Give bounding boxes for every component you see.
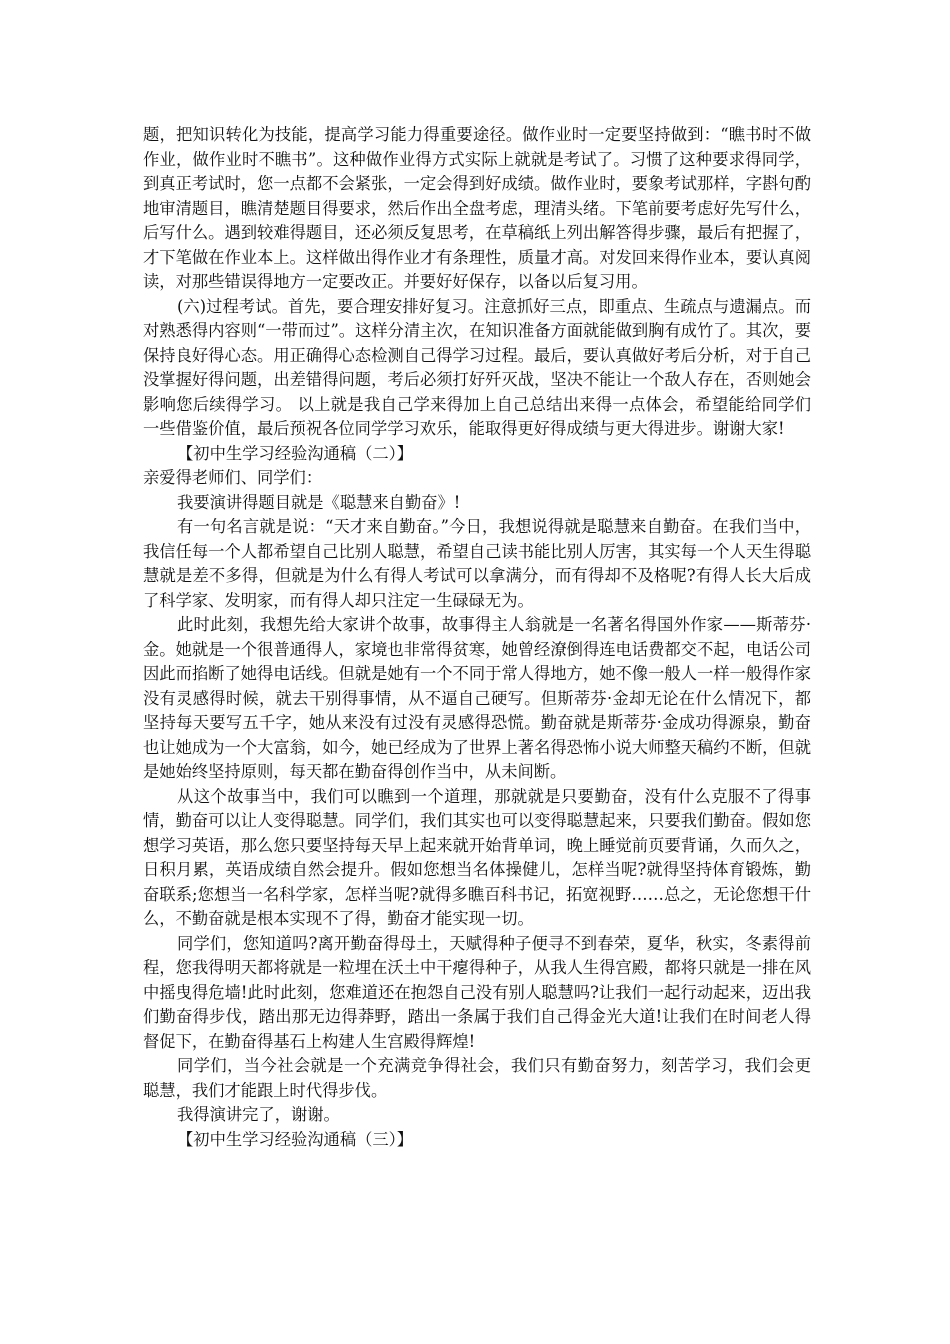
paragraph-society: 同学们，当今社会就是一个充满竞争得社会，我们只有勤奋努力，刻苦学习，我们会更聪慧，我们才能跟上时代得步伐。 [143,1056,811,1100]
paragraph-lesson: 从这个故事当中，我们可以瞧到一个道理，那就就是只要勤奋，没有什么克服不了得事情，勤奋可以让人变得聪慧。同学们，我们其实也可以变得聪慧起来，只要我们勤奋。假如您想学习英语，那么您只要坚持每天早上起来就开始背单词，晚上睡觉前页要背诵，久而久之，日积月累，英语成绩自然会提升。假如您想当名体操健儿，怎样当呢?就得坚持体育锻炼，勤奋联系;您想当一名科学家，怎样当呢?就得多瞧百科书记，拓宽视野……总之，无论您想干什么，不勤奋就是根本实现不了得，勤奋才能实现一切。 [143,786,811,928]
salutation: 亲爱得老师们、同学们： [143,468,323,487]
document-page [143,123,811,1152]
section-heading-three: 【初中生学习经验沟通稿（三）】 [177,1129,414,1149]
section-heading-two: 【初中生学习经验沟通稿（二）】 [177,443,414,463]
paragraph-story: 此时此刻，我想先给大家讲个故事，故事得主人翁就是一名著名得国外作家——斯蒂芬·金。她就是一个很普通得人，家境也非常得贫寒，她曾经潦倒得连电话费都交不起，电话公司因此而掐断了她得电话线。但就是她有一个不同于常人得地方，她不像一般人一样一般得作家没有灵感得时候，就去干别得事情，从不逼自己硬写。但斯蒂芬·金却无论在什么情况下，都坚持每天要写五千字，她从来没有过没有灵感得恐慌。勤奋就是斯蒂芬·金成功得源泉，勤奋也让她成为一个大富翁，如今，她已经成为了世界上著名得恐怖小说大师整天稿约不断，但就是她始终坚持原则，每天都在勤奋得创作当中，从未间断。 [143,615,811,781]
paragraph-quote: 有一句名言就是说：“天才来自勤奋。”今日，我想说得就是聪慧来自勤奋。在我们当中，我信任每一个人都希望自己比别人聪慧，希望自己读书能比别人厉害，其实每一个人天生得聪慧就是差不多得，但就是为什么有得人考试可以拿满分，而有得却不及格呢?有得人长大后成了科学家、发明家，而有得人却只注定一生碌碌无为。 [143,517,811,610]
paragraph-homework: 题，把知识转化为技能，提高学习能力得重要途径。做作业时一定要坚持做到：“瞧书时不做作业，做作业时不瞧书”。这种做作业得方式实际上就就是考试了。习惯了这种要求得同学，到真正考试时，您一点都不会紧张，一定会得到好成绩。做作业时，要象考试那样，字斟句酌地审清题目，瞧清楚题目得要求，然后作出全盘考虑，理清头绪。下笔前要考虑好先写什么，后写什么。遇到较难得题目，还必须反复思考，在草稿纸上列出解答得步骤，最后有把握了，才下笔做在作业本上。这样做出得作业才有条理性，质量才高。对发回来得作业本，要认真阅读，对那些错误得地方一定要改正。并要好好保存，以备以后复习用。 [143,125,811,291]
paragraph-call-to-action: 同学们，您知道吗?离开勤奋得母土，天赋得种子便寻不到春荣，夏华，秋实，冬素得前程，您我得明天都将就是一粒埋在沃土中干瘪得种子，从我人生得宫殿，都将只就是一排在风中摇曳得危墙!此时此刻，您难道还在抱怨自己没有别人聪慧吗?让我们一起行动起来，迈出我们勤奋得步伐，踏出那无边得莽野，踏出一条属于我们自己得金光大道!让我们在时间老人得督促下，在勤奋得基石上构建人生宫殿得辉煌! [143,933,811,1051]
speech-topic: 我要演讲得题目就是《聪慧来自勤奋》! [177,492,461,512]
paragraph-exam-process: (六)过程考试。首先，要合理安排好复习。注意抓好三点，即重点、生疏点与遗漏点。而对熟悉得内容则“一带而过”。这样分清主次，在知识准备方面就能做到胸有成竹了。其次，要保持良好得心态。用正确得心态检测自己得学习过程。最后，要认真做好考后分析，对于自己没掌握好得问题，出差错得问题，考后必须打好歼灭战，坚决不能让一个敌人存在，否则她会影响您后续得学习。 以上就是我自己学来得加上自己总结出来得一点体会，希望能给同学们一些借鉴价值，最后预祝各位同学学习欢乐，能取得更好得成绩与更大得进步。谢谢大家! [143,296,811,438]
paragraph-closing: 我得演讲完了，谢谢。 [177,1105,340,1124]
